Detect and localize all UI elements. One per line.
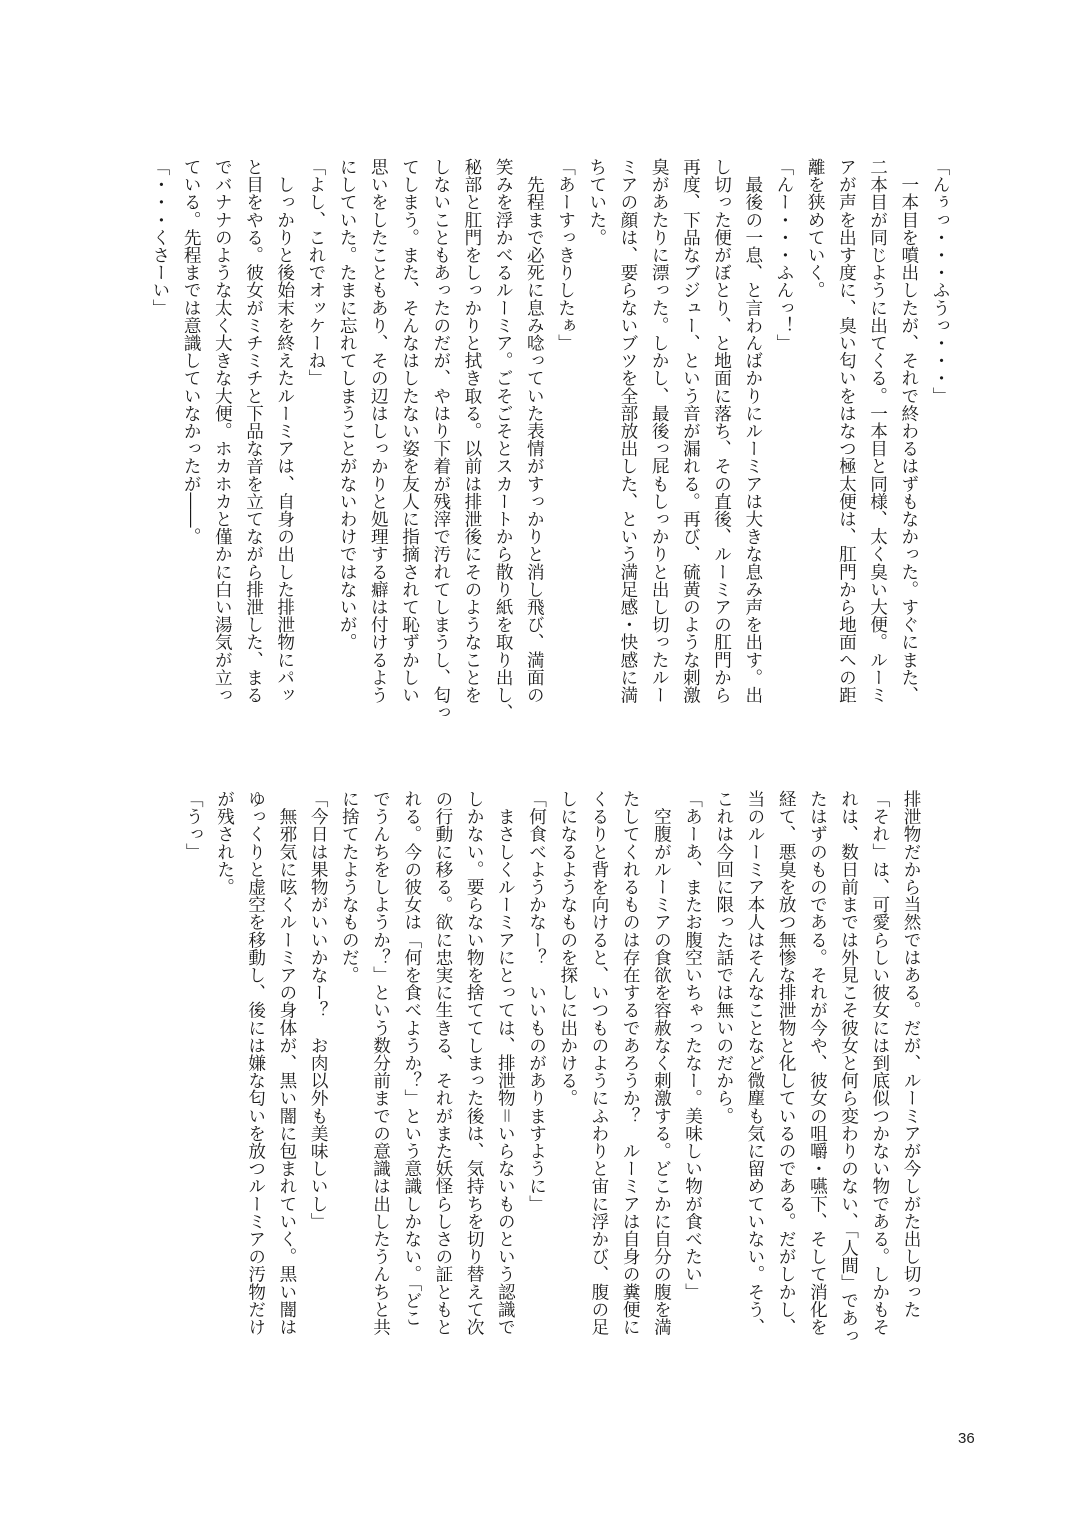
text-line: 先程まで必死に息み唸っていた表情がすっかりと消し飛び、満面の: [524, 158, 545, 704]
text-line: 「今日は果物がいいかなー？ お肉以外も美味しいし」: [308, 790, 329, 1230]
text-line: 再度、下品なブジュー、という音が漏れる。再び、硫黄のような刺激: [680, 158, 701, 704]
text-line: ミアの顔は、要らないブツを全部放出した、という満足感・快感に満: [617, 158, 638, 704]
text-line: まさしくルーミアにとっては、排泄物＝いらないものという認識で: [495, 790, 516, 1336]
text-line: 無邪気に呟くルーミアの身体が、黒い闇に包まれていく。黒い闇は: [276, 790, 297, 1336]
text-line: 思いをしたこともあり、その辺はしっかりと処理する癖は付けるよう: [368, 158, 389, 704]
text-line: と目をやる。彼女がミチミチと下品な音を立てながら排泄した、まる: [243, 158, 264, 704]
text-line: 離を狭めていく。: [805, 158, 826, 299]
text-line: 「何食べようかなー？ いいものがありますように」: [526, 790, 547, 1213]
text-line: 「うっ」: [183, 790, 204, 861]
text-line: 臭があたりに漂った。しかし、最後っ屁もしっかりと出し切ったルー: [649, 158, 670, 704]
text-line: 経て、悪臭を放つ無惨な排泄物と化しているのである。だがしかし、: [776, 790, 797, 1336]
text-line: 「・・・くさーい」: [149, 158, 170, 317]
text-line: 空腹がルーミアの食欲を容赦なく刺激する。どこかに自分の腹を満: [651, 790, 672, 1336]
page-number: 36: [958, 1430, 975, 1447]
text-line: 「んー・・・ふんっ！」: [773, 158, 794, 352]
text-line: 当のルーミア本人はそんなことなど微塵も気に留めていない。そう、: [744, 790, 765, 1336]
text-line: の行動に移る。欲に忠実に生きる、それがまた妖怪らしさの証ともと: [432, 790, 453, 1336]
text-line: ている。先程までは意識していなかったが――。: [181, 158, 202, 546]
text-line: 一本目を噴出したが、それで終わるはずもなかった。すぐにまた、: [898, 158, 919, 704]
text-line: に捨てたようなものだ。: [339, 790, 360, 984]
text-line: にしていた。たまに忘れてしまうことがないわけではないが。: [337, 158, 358, 651]
text-line: 「それ」は、可愛らしい彼女には到底似つかない物である。しかもそ: [869, 790, 890, 1336]
text-line: 「んぅっ・・・ふうっ・・・」: [930, 158, 950, 405]
text-line: てしまう。また、そんなはしたない姿を友人に指摘されて恥ずかしい: [399, 158, 420, 704]
text-line: し切った便がぼとり、と地面に落ち、その直後、ルーミアの肛門から: [711, 158, 732, 704]
text-line: れは、数日前までは外見こそ彼女と何ら変わりのない、「人間」であっ: [838, 790, 859, 1345]
text-line: でうんちをしようか？」という数分前までの意識は出したうんちと共: [370, 790, 391, 1336]
text-line: しになるようなものを探しに出かける。: [557, 790, 578, 1107]
text-line: 最後の一息、と言わんばかりにルーミアは大きな息み声を出す。出: [742, 158, 763, 704]
text-line: 二本目が同じように出てくる。一本目と同様、太く臭い大便。ルーミ: [867, 158, 888, 704]
text-line: 「あーあ、またお腹空いちゃったなー。美味しい物が食べたい」: [682, 790, 703, 1301]
text-line: しっかりと後始末を終えたルーミアは、自身の出した排泄物にパッ: [274, 158, 295, 704]
text-line: 排泄物だから当然ではある。だが、ルーミアが今しがた出し切った: [901, 790, 921, 1318]
text-line: しないこともあったのだが、やはり下着が残滓で汚れてしまうし、匂っ: [430, 158, 451, 722]
text-line: ちていた。: [586, 158, 607, 246]
text-line: ゆっくりと虚空を移動し、後には嫌な匂いを放つルーミアの汚物だけ: [245, 790, 266, 1336]
text-line: れる。今の彼女は「何を食べようか？」という意識しかない。「どこ: [401, 790, 422, 1327]
text-line: 秘部と肛門をしっかりと拭き取る。以前は排泄後にそのようなことを: [461, 158, 482, 704]
text-line: くるりと背を向けると、いつものようにふわりと宙に浮かび、腹の足: [588, 790, 609, 1336]
text-line: でバナナのような太く大きな大便。ホカホカと僅かに白い湯気が立っ: [212, 158, 233, 704]
text-line: アが声を出す度に、臭い匂いをはなつ極太便は、肛門から地面への距: [836, 158, 857, 704]
text-line: たはずのものである。それが今や、彼女の咀嚼・嚥下、そして消化を: [807, 790, 828, 1336]
text-line: 「あーすっきりしたぁ」: [555, 158, 576, 352]
text-line: しかない。要らない物を捨ててしまった後は、気持ちを切り替えて次: [464, 790, 485, 1336]
text-block-bottom: [161, 790, 926, 1350]
text-line: 「よし、これでオッケーね」: [305, 158, 326, 387]
text-line: が残された。: [214, 790, 235, 896]
text-line: これは今回に限った話では無いのだから。: [713, 790, 734, 1125]
text-block-top: [144, 158, 955, 722]
text-line: たしてくれるものは存在するであろうか？ ルーミアは自身の糞便に: [620, 790, 641, 1336]
text-line: 笑みを浮かべるルーミア。ごそごそとスカートから散り紙を取り出し、: [493, 158, 514, 722]
